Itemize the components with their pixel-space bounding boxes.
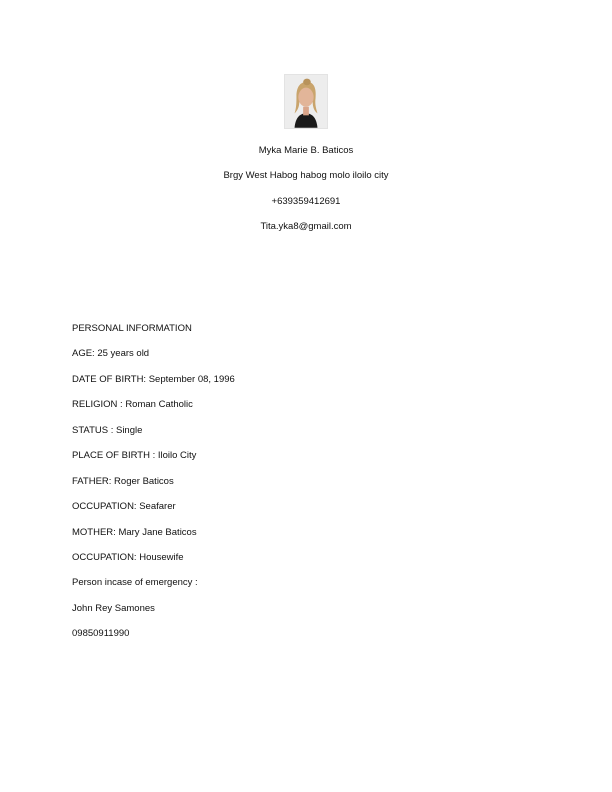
religion-line: RELIGION : Roman Catholic <box>72 399 193 410</box>
emergency-contact-name: John Rey Samones <box>72 603 155 614</box>
status-line: STATUS : Single <box>72 425 143 436</box>
emergency-contact-phone: 09850911990 <box>72 628 130 639</box>
applicant-name: Myka Marie B. Baticos <box>258 145 354 156</box>
applicant-address: Brgy West Habog habog molo iloilo city <box>223 170 389 181</box>
mother-occupation-line: OCCUPATION: Housewife <box>72 552 184 563</box>
emergency-contact-label: Person incase of emergency : <box>72 577 198 588</box>
section-heading: PERSONAL INFORMATION <box>72 323 192 334</box>
place-of-birth-line: PLACE OF BIRTH : Iloilo City <box>72 450 197 461</box>
mother-line: MOTHER: Mary Jane Baticos <box>72 527 197 538</box>
applicant-email: Tita.yka8@gmail.com <box>260 221 352 232</box>
father-line: FATHER: Roger Baticos <box>72 476 174 487</box>
applicant-phone: +639359412691 <box>271 196 341 207</box>
age-line: AGE: 25 years old <box>72 348 150 359</box>
father-occupation-line: OCCUPATION: Seafarer <box>72 501 176 512</box>
date-of-birth-line: DATE OF BIRTH: September 08, 1996 <box>72 374 235 385</box>
profile-photo <box>284 74 328 129</box>
